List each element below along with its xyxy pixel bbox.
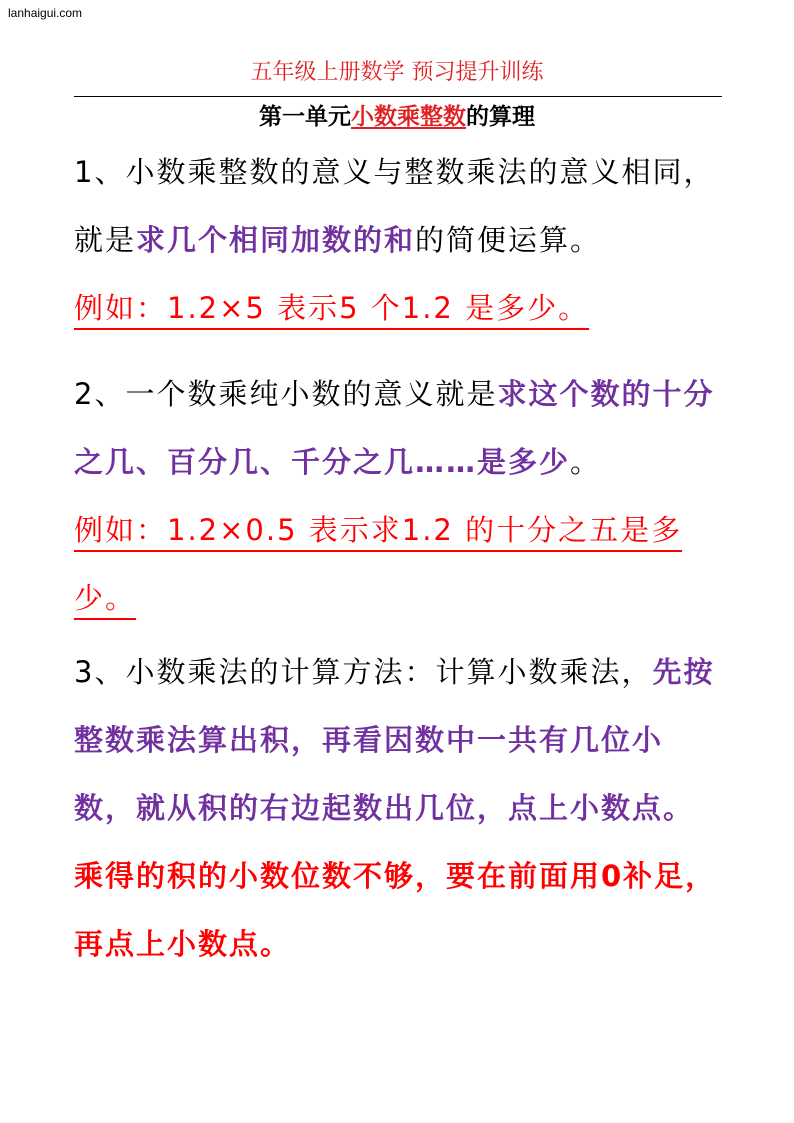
page-title (74, 100, 720, 134)
p1-text-end: 的简便运算。 (415, 223, 602, 257)
p3-emphasis: 先按整数乘法算出积，再看因数中一共有几位小数，就从积的右边起数出几位，点上小数点。 (74, 655, 715, 825)
p1-example: 例如：1.2×5 表示5 个1.2 是多少。 (74, 291, 590, 325)
p2-text-end: 。 (570, 445, 602, 479)
title-prefix: 第一单元 (259, 104, 351, 130)
title-suffix: 的算理 (466, 104, 535, 130)
site-watermark: lanhaigui.com (8, 6, 83, 20)
p2-text: 2、一个数乘纯小数的意义就是 (74, 377, 498, 411)
p3-text: 3、小数乘法的计算方法：计算小数乘法， (74, 655, 653, 689)
header-divider (74, 96, 722, 97)
paragraph-3 (74, 638, 724, 978)
page-header: 五年级上册数学 预习提升训练 (250, 60, 544, 85)
p3-note: 乘得的积的小数位数不够，要在前面用0补足，再点上小数点。 (74, 859, 717, 961)
paragraph-1 (74, 138, 724, 342)
paragraph-2 (74, 360, 724, 632)
p2-example: 例如：1.2×0.5 表示求1.2 的十分之五是多少。 (74, 513, 683, 615)
p1-text: 1、小数乘整数的意义与整数乘法的意义相同，就是 (74, 155, 715, 257)
p2-emphasis: 求这个数的十分之几、百分几、千分之几……是多少 (74, 377, 715, 479)
p1-emphasis: 求几个相同加数的和 (136, 223, 416, 257)
title-highlight: 小数乘整数 (351, 104, 466, 130)
